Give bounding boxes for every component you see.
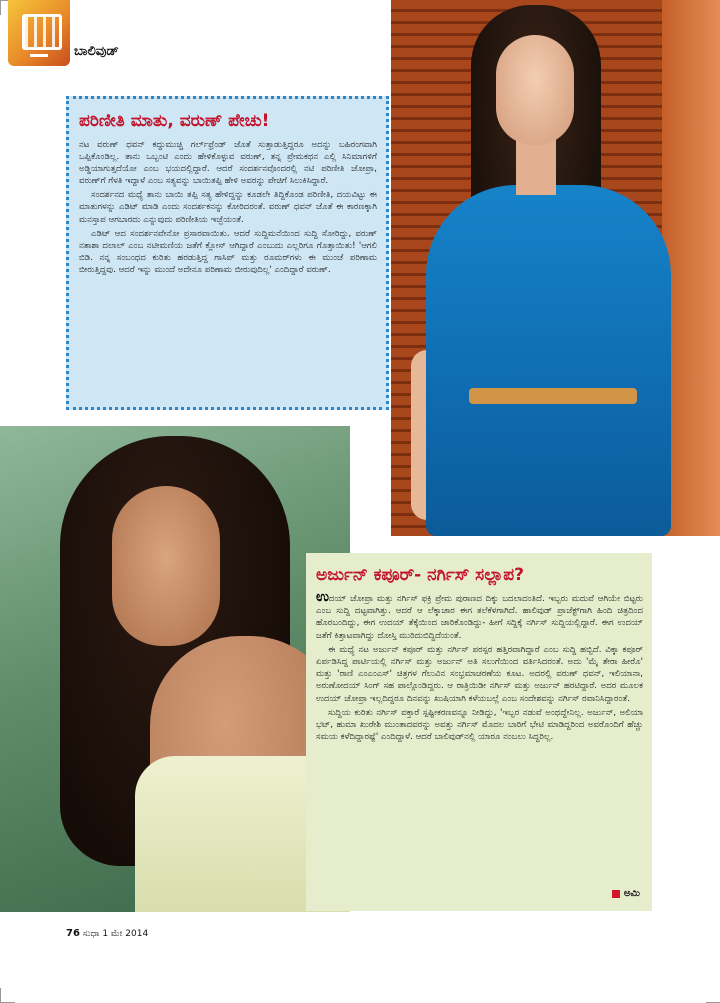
story1-paragraph: ಎಡಿಟ್ ಆದ ಸಂದರ್ಶನವೇನೋ ಪ್ರಸಾರವಾಯಿತು. ಆದರೆ ಸುದ್ದಿಮನೆಯಿಂದ ಸುದ್ದಿ ಸೋರಿದ್ದು, ವರುಣ್ ನತಾಶಾ ದಲಾಲ್ ಎಂಬ ನಟೀಮಣಿಯ ಜತೆಗೆ ಕ್ಲೋಸ್ ಆಗಿದ್ದಾರೆ ಎಂಬುದು ಎಲ್ಲರಿಗೂ ಗೊತ್ತಾಯಿತು! 'ಆಗಲಿ ಬಿಡಿ. ನನ್ನ ಸಂಬಂಧದ ಕುರಿತು ಹರಡುತ್ತಿದ್ದ ಗಾಸಿಪ್ ಮತ್ತು ರೂಮರ್‌ಗಳು ಈ ಮುಂಚೆ ಪರಿಣಾಮ ಬೀರುತ್ತಿದ್ದವು. ಆದರೆ ಇನ್ನು ಮುಂದೆ ಅದೇನೂ ಪರಿಣಾಮ ಬೀರುವುದಿಲ್ಲ' ಎಂದಿದ್ದಾರೆ ವರುಣ್. <box>79 228 377 275</box>
section-logo-film-icon <box>8 0 70 66</box>
page-number: 76 <box>66 928 80 939</box>
photo-nargis-fakhri <box>0 426 350 912</box>
story1-paragraph: ನಟ ವರುಣ್ ಧವನ್ ಕದ್ದುಮುಚ್ಚಿ ಗರ್ಲ್‌ಫ್ರೆಂಡ್ ಜೊತೆ ಸುತ್ತಾಡುತ್ತಿದ್ದರೂ ಅದನ್ನು ಬಹಿರಂಗವಾಗಿ ಒಪ್ಪಿಕೊಂಡಿಲ್ಲ. ತಾನು ಒಬ್ಬಂಟಿ ಎಂದು ಹೇಳಿಕೊಳ್ಳುವ ವರುಣ್, ತನ್ನ ಪ್ರೇಮಕಥನ ಎಲ್ಲಿ ಸಿನಿಮಾಗಳಿಗೆ ಅಡ್ಡಿಯಾಗುತ್ತದೆಯೋ ಎಂಬ ಭಯದಲ್ಲಿದ್ದಾರೆ. ಆದರೆ ಸಂದರ್ಶನವೊಂದರಲ್ಲಿ ನಟಿ ಪರಿಣೀತಿ ಚೋಪ್ರಾ, ವರುಣ್‌ಗೆ ಗೆಳತಿ ಇದ್ದಾಳೆ ಎಂಬ ಸತ್ಯವನ್ನು ಬಾಯಿತಪ್ಪಿ ಹೇಳಿ ಅವರನ್ನು ಪೇಚಿಗೆ ಸಿಲುಕಿಸಿದ್ದಾರೆ. <box>79 140 377 187</box>
photo-parineeti-chopra <box>391 0 720 536</box>
issue-date: 1 ಮೇ 2014 <box>102 929 149 939</box>
film-reel-icon <box>30 44 48 57</box>
section-name: ಬಾಲಿವುಡ್ <box>74 44 119 59</box>
story2-headline: ಅರ್ಜುನ್ ಕಪೂರ್- ನರ್ಗಿಸ್ ಸಲ್ಲಾಪ? <box>316 565 524 585</box>
story1-headline: ಪರಿಣೀತಿ ಮಾತು, ವರುಣ್ ಪೇಚು! <box>79 111 270 131</box>
byline <box>612 888 640 899</box>
story2-paragraph: ಈ ಮಧ್ಯೆ ನಟ ಅರ್ಜುನ್ ಕಪೂರ್ ಮತ್ತು ನರ್ಗಿಸ್ ಪರಸ್ಪರ ಹತ್ತಿರವಾಗಿದ್ದಾರೆ ಎಂಬ ಸುದ್ದಿ ಹಬ್ಬಿದೆ. ವಿಕ್ಕಾ ಕಪೂರ್ ಏರ್ಪಡಿಸಿದ್ದ ಪಾರ್ಟಿಯಲ್ಲಿ ನರ್ಗಿಸ್ ಮತ್ತು ಅರ್ಜುನ್ ಅತಿ ಸಲುಗೆಯಿಂದ ವರ್ತಿಸಿದರಂತೆ. ಅದು 'ಮೈ ತೇರಾ ಹೀರೊ' ಮತ್ತು 'ರಾಣಿ ಎಂಎಂಎಸ್' ಚಿತ್ರಗಳ ಗೆಲುವಿನ ಸಂಭ್ರಮಾಚರಣೆಯ ಕೂಟ. ಅದರಲ್ಲಿ ವರುಣ್ ಧವನ್, ಇಲಿಯಾನಾ, ಅರುಣೋದಯ್ ಸಿಂಗ್ ಸಹ ಪಾಲ್ಗೊಂಡಿದ್ದರು. ಆ ರಾತ್ರಿಯಿಡೀ ನರ್ಗಿಸ್ ಮತ್ತು ಅರ್ಜುನ್ ಹರಟಿದ್ದಾರೆ. ಅದರ ಮೂಲಕ ಉದಯ್ ಚೋಪ್ರಾ ಇಲ್ಲದಿದ್ದರೂ ದಿನವನ್ನು ಖುಷಿಯಾಗಿ ಕಳೆಯಬಲ್ಲೆ ಎಂಬ ಸಂದೇಶವನ್ನು ನರ್ಗಿಸ್ ರವಾನಿಸಿದ್ದಾರಂತೆ. <box>316 644 643 704</box>
story2-paragraph: ಸುದ್ದಿಯ ಕುರಿತು ನರ್ಗಿಸ್ ವಕ್ತಾರೆ ಸ್ಪಷ್ಟೀಕರಣವನ್ನೂ ನೀಡಿದ್ದು, 'ಇಬ್ಬರ ನಡುವೆ ಅಂಥದ್ದೇನಿಲ್ಲ. ಅರ್ಜುನ್, ಅಲಿಯಾ ಭಟ್, ಹುಮಾ ಖುರೇಶಿ ಮುಂತಾದವರನ್ನು ಅವತ್ತು ನರ್ಗಿಸ್ ಮೊದಲ ಬಾರಿಗೆ ಭೇಟಿ ಮಾಡಿದ್ದರಿಂದ ಅವರೊಂದಿಗೆ ಹೆಚ್ಚು ಸಮಯ ಕಳೆದಿದ್ದಾರಷ್ಟೆ' ಎಂದಿದ್ದಾಳೆ. ಆದರೆ ಬಾಲಿವುಡ್‌ನಲ್ಲಿ ಯಾರೂ ನಂಬಲು ಸಿದ್ಧರಿಲ್ಲ. <box>316 707 643 743</box>
byline-author: ಅಮಿ <box>623 888 640 899</box>
crop-mark-bottom-right <box>706 988 720 1003</box>
crop-mark-bottom-left <box>0 988 15 1003</box>
story2-body <box>316 591 643 743</box>
end-mark-icon <box>612 890 620 898</box>
story-box-arjun-nargis <box>306 553 652 911</box>
story-box-parineeti-varun <box>66 96 389 410</box>
drop-cap: ಉ <box>316 589 329 605</box>
story1-body <box>79 139 377 276</box>
magazine-name: ಸುಧಾ <box>82 929 100 939</box>
story2-paragraph-text: ದಯ್ ಚೋಪ್ರಾ ಮತ್ತು ನರ್ಗಿಸ್ ಫಕ್ರಿ ಪ್ರೇಮ ಪುರಾಣದ ದಿಕ್ಕು ಬದಲಾದಂತಿದೆ. ಇಬ್ಬರು ಮದುವೆ ಆಗಿಯೇ ಬಿಟ್ಟರು ಎಂಬ ಸುದ್ದಿ ದಟ್ಟವಾಗಿತ್ತು. ಆದರೆ ಆ ಲೆಕ್ಕಾಚಾರ ಈಗ ತಲೆಕೆಳಗಾಗಿದೆ. ಹಾಲಿವುಡ್ ಪ್ರಾಜೆಕ್ಟ್‌ಗಾಗಿ ಹಿಂದಿ ಚಿತ್ರದಿಂದ ಹೊರಬಂದಿದ್ದು, ಈಗ ಉದಯ್ ತೆಕ್ಕೆಯಿಂದ ಜಾರಿಕೊಂಡಿದ್ದು- ಹೀಗೆ ಸದ್ದಿಕ್ಕೆ ನರ್ಗಿಸ್ ಸುದ್ದಿಯಲ್ಲಿದ್ದಾರೆ. ಈಗ ಉದಯ್ ಜತೆಗೆ ಕಿತ್ತಾಟವಾಗಿದ್ದು ದೋಸ್ತಿ ಮುರಿದುಬಿದ್ದಿದೆಯಂತೆ. <box>316 594 643 641</box>
story1-paragraph: ಸಂದರ್ಶನದ ಮಧ್ಯೆ ತಾನು ಬಾಯಿ ತಪ್ಪಿ ಸತ್ಯ ಹೇಳಿದ್ದನ್ನು ಕೂಡಲೇ ತಿದ್ದಿಕೊಂಡ ಪರಿಣೀತಿ, ದಯವಿಟ್ಟು ಈ ಮಾತುಗಳನ್ನು ಎಡಿಟ್ ಮಾಡಿ ಎಂದು ಸಂದರ್ಶಕನನ್ನು ಕೋರಿದರಂತೆ. ವರುಣ್ ಧವನ್ ಜೊತೆ ಈ ಕಾರಣಕ್ಕಾಗಿ ಮನಸ್ತಾಪ ಆಗಬಾರದು ಎನ್ನುವುದು ಪರಿಣೀತಿಯ ಇಚ್ಛೆಯಂತೆ. <box>79 190 377 225</box>
story2-paragraph <box>316 591 643 642</box>
page-footer <box>66 928 148 939</box>
